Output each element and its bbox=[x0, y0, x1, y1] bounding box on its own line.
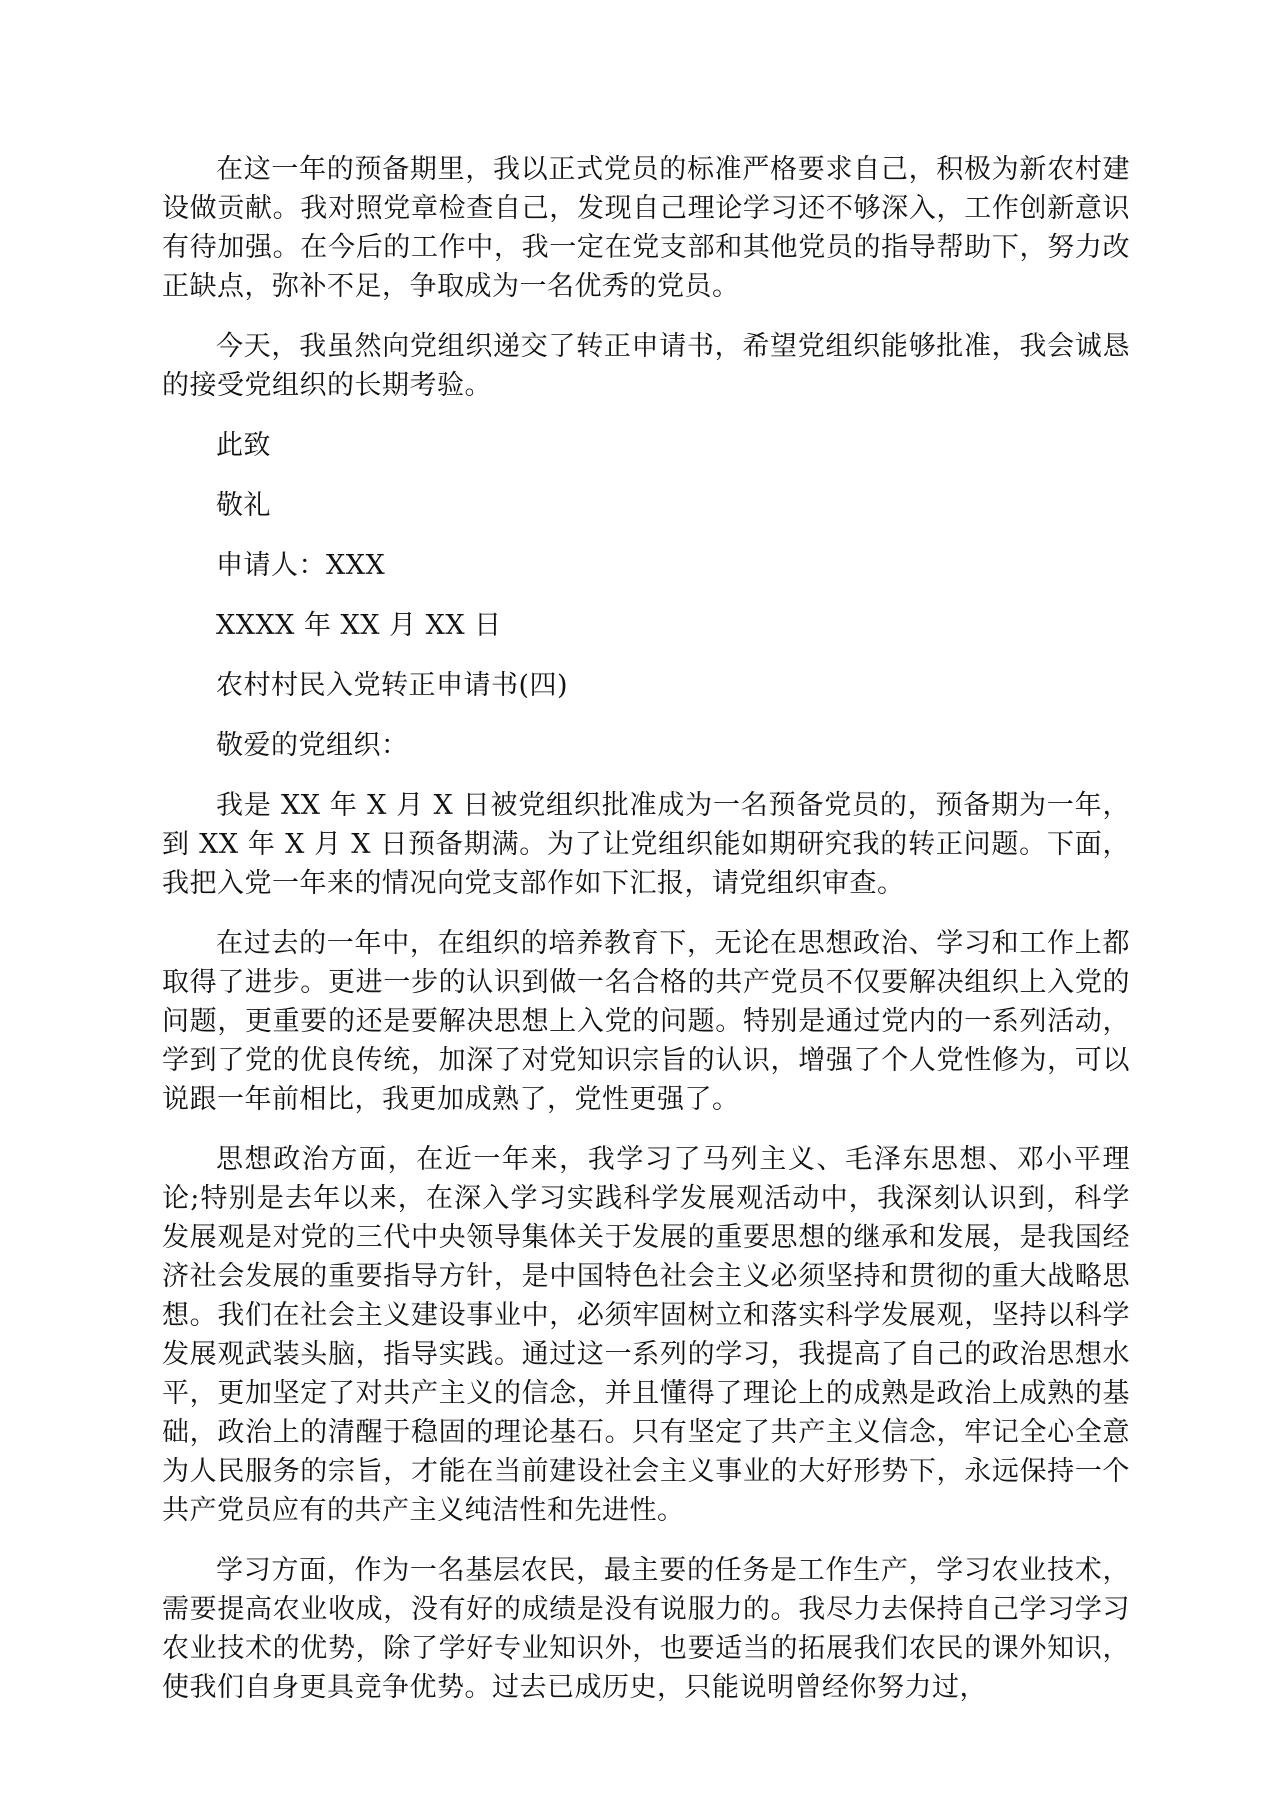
paragraph: 思想政治方面，在近一年来，我学习了马列主义、毛泽东思想、邓小平理论;特别是去年以来，在深入学习实践科学发展观活动中，我深刻认识到，科学发展观是对党的三代中央领导集体关于发展的重要思想的继承和发展，是我国经济社会发展的重要指导方针，是中国特色社会主义必须坚持和贯彻的重大战略思想。我们在社会主义建设事业中，必须牢固树立和落实科学发展观，坚持以科学发展观武装头脑，指导实践。通过这一系列的学习，我提高了自己的政治思想水平，更加坚定了对共产主义的信念，并且懂得了理论上的成熟是政治上成熟的基础，政治上的清醒于稳固的理论基石。只有坚定了共产主义信念，牢记全心全意为人民服务的宗旨，才能在当前建设社会主义事业的大好形势下，永远保持一个共产党员应有的共产主义纯洁性和先进性。 bbox=[162, 1144, 1130, 1526]
paragraph: 我是 XX 年 X 月 X 日被党组织批准成为一名预备党员的，预备期为一年，到 XX 年 X 月 X 日预备期满。为了让党组织能如期研究我的转正问题。下面，我把入党一年来的情况向党支部作如下汇报，请党组织审查。 bbox=[162, 790, 1130, 899]
greeting: 敬爱的党组织： bbox=[216, 730, 409, 761]
paragraph: 在这一年的预备期里，我以正式党员的标准严格要求自己，积极为新农村建设做贡献。我对照党章检查自己，发现自己理论学习还不够深入，工作创新意识有待加强。在今后的工作中，我一定在党支部和其他党员的指导帮助下，努力改正缺点，弥补不足，争取成为一名优秀的党员。 bbox=[162, 154, 1130, 302]
document-body bbox=[162, 150, 1130, 1728]
date-line: XXXX 年 XX 月 XX 日 bbox=[216, 610, 502, 641]
applicant-signature: 申请人：XXX bbox=[216, 550, 386, 581]
paragraph: 今天，我虽然向党组织递交了转正申请书，希望党组织能够批准，我会诚恳的接受党组织的长期考验。 bbox=[162, 331, 1130, 401]
paragraph: 学习方面，作为一名基层农民，最主要的任务是工作生产，学习农业技术，需要提高农业收成，没有好的成绩是没有说服力的。我尽力去保持自己学习学习农业技术的优势，除了学好专业知识外，也要适当的拓展我们农民的课外知识，使我们自身更具竞争优势。过去已成历史，只能说明曾经你努力过， bbox=[162, 1555, 1130, 1703]
closing-salutation: 此致 bbox=[216, 430, 271, 461]
paragraph: 在过去的一年中，在组织的培养教育下，无论在思想政治、学习和工作上都取得了进步。更进一步的认识到做一名合格的共产党员不仅要解决组织上入党的问题，更重要的还是要解决思想上入党的问题。特别是通过党内的一系列活动，学到了党的优良传统，加深了对党知识宗旨的认识，增强了个人党性修为，可以说跟一年前相比，我更加成熟了，党性更强了。 bbox=[162, 928, 1130, 1115]
closing-regards: 敬礼 bbox=[216, 490, 271, 521]
section-title: 农村村民入党转正申请书(四) bbox=[216, 670, 569, 701]
